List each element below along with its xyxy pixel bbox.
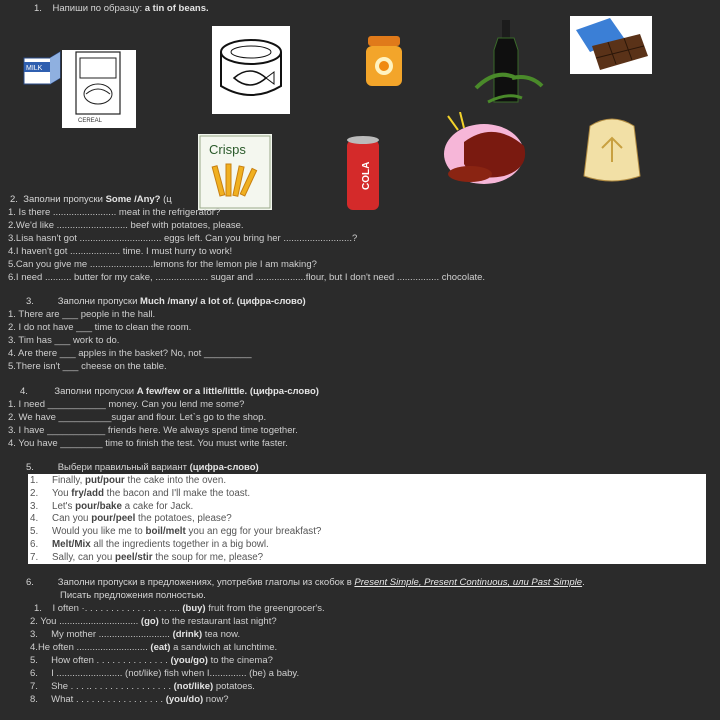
task6-line-text: I often ·. . . . . . . . . . . . . . . . .... [52, 603, 183, 614]
task4-line: 3. I have ___________ friends here. We always spend time together. [8, 425, 298, 436]
task6-line-text: She . . . .. . . . . . . . . . . . . . . . [51, 681, 174, 692]
task4-number: 4. [20, 386, 28, 397]
task2-line: 1. Is there ........................ meat in the refrigerator? [8, 207, 221, 218]
task6-title: Заполни пропуски в предложениях, употребив глаголы из скобок в [57, 577, 352, 588]
chocolate-bar-picture [570, 16, 652, 74]
task6-line-number: 2. [30, 616, 38, 627]
task6-line-text: potatoes. [213, 681, 255, 692]
task6-line-verb: (not/like) [173, 681, 214, 692]
task5-item-number: 5. [30, 526, 39, 538]
cereal-box-picture [62, 50, 136, 128]
task2-title-cut: (ц [163, 194, 172, 205]
task6-line [30, 694, 229, 706]
task5-item-text: the bacon and I'll make the toast. [103, 487, 251, 499]
task2-title-bold: Some /Any? [105, 194, 161, 205]
flour-sack-picture [580, 112, 644, 184]
task6-line-text: now? [203, 694, 229, 705]
task4-line: 2. We have __________sugar and flour. Let`s go to the shop. [8, 412, 267, 423]
task4-header [20, 386, 319, 398]
task5-item-number: 1. [30, 475, 39, 486]
task5-item-text: all the ingredients together in a big bowl. [90, 539, 269, 550]
task3-line: 3. Tim has ___ work to do. [8, 335, 120, 346]
task6-line-verb: (go) [140, 616, 159, 627]
task1-title: Напиши по образцу: [52, 3, 143, 14]
task6-line-verb: (eat) [150, 642, 171, 653]
task5-item-choice: put/pour [85, 475, 125, 486]
task6-line-number: 5. [30, 655, 38, 666]
crisps-label: Crisps [209, 142, 246, 157]
task5-number: 5. [26, 462, 34, 473]
task6-line-text: a sandwich at lunchtime. [170, 642, 278, 653]
task6-line [30, 642, 277, 654]
fish-tin-picture [212, 26, 290, 114]
task6-line-text: He often ........................... [37, 642, 151, 653]
task5-item-text: the soup for me, please? [152, 551, 264, 563]
task5-item [28, 488, 250, 501]
task5-item-number: 2. [30, 487, 39, 499]
task6-number: 6. [26, 577, 34, 588]
task6-line-verb: (you/go) [170, 655, 208, 666]
oil-bottle-picture [468, 18, 548, 114]
task5-item-number: 3. [30, 500, 39, 512]
task6-line-number: 3. [30, 629, 38, 640]
task5-item-text: the potatoes, please? [135, 513, 232, 525]
task2-line: 3.Lisa hasn't got ............................... eggs left. Can you bring her ..........................? [8, 233, 358, 244]
task6-line-verb: (buy) [182, 603, 206, 614]
task5-item-number: 4. [30, 513, 39, 525]
task5-item-text: You [52, 487, 72, 499]
task5-item-number: 7. [30, 551, 39, 563]
task3-line: 1. There are ___ people in the hall. [8, 309, 156, 320]
task5-item-choice: Melt/Mix [52, 539, 91, 550]
task5-item-text: you an egg for your breakfast? [185, 526, 322, 538]
task2-line: 2.We'd like ........................... beef with potatoes, please. [8, 220, 244, 231]
task6-line-text: My mother ........................... [51, 629, 173, 640]
task2-line: 5.Can you give me ........................lemons for the lemon pie I am making? [8, 259, 317, 270]
task5-title: Выбери правильный вариант [57, 462, 187, 473]
task5-item-choice: fry/add [71, 487, 104, 499]
task3-title-bold: Much /many/ a lot of. [140, 296, 234, 307]
milk-carton-picture [22, 48, 64, 86]
crisps-bag-picture [198, 134, 272, 210]
task1-example: a tin of beans. [144, 3, 209, 14]
task4-title: Заполни пропуски [54, 386, 135, 397]
cola-can-picture [344, 134, 382, 214]
task6-line [30, 629, 240, 641]
task6-line-text: tea now. [202, 629, 241, 640]
task6-line-text: What . . . . . . . . . . . . . . . . . [51, 694, 166, 705]
task6-line-text: to the cinema? [207, 655, 273, 666]
task6-line [30, 616, 277, 628]
task3-line: 4. Are there ___ apples in the basket? No, not _________ [8, 348, 252, 359]
cereal-label: CEREAL [78, 118, 103, 124]
task6-line-text: fruit from the greengrocer's. [205, 603, 325, 614]
task6-subheader: Писать предложения полностью. [60, 590, 206, 601]
task5-item [28, 475, 226, 488]
task5-item-choice: pour/peel [91, 513, 136, 525]
task6-header [26, 577, 585, 589]
task5-item-text: a cake for Jack. [121, 500, 194, 512]
task2-header [10, 194, 172, 206]
task5-item [28, 552, 263, 565]
task6-line [30, 655, 273, 667]
jam-jar-picture [362, 34, 406, 90]
task2-line: 4.I haven't got ................... time. I must hurry to work! [8, 246, 233, 257]
task3-number: 3. [26, 296, 34, 307]
task2-line: 6.I need .......... butter for my cake, .................... sugar and ...................flour, but I don't need ................ chocolate. [8, 272, 486, 283]
task6-line-verb: (you/do) [165, 694, 204, 705]
cola-label: COLA [361, 161, 372, 190]
meat-picture [440, 112, 536, 192]
task3-header [26, 296, 306, 308]
task4-title-tail: (цифра-слово) [249, 386, 319, 397]
task6-line [30, 681, 255, 693]
task6-line-number: 4. [30, 642, 38, 653]
task3-title-tail: (цифра-слово) [236, 296, 306, 307]
task6-line-text: to the restaurant last night? [158, 616, 277, 627]
task6-line [34, 603, 325, 615]
task4-title-bold: A few/few or a little/little. [136, 386, 248, 397]
task2-number: 2. [10, 194, 18, 205]
task6-title-end: . [582, 577, 585, 588]
task6-line-number: 6. [30, 668, 38, 679]
task5-item-choice: pour/bake [75, 500, 122, 512]
task5-item [28, 539, 269, 552]
task6-line [30, 668, 299, 680]
task5-item-text: Would you like me to [52, 526, 146, 538]
task6-line-text: How often . . . . . . . . . . . . . . [51, 655, 171, 666]
task5-item [28, 513, 232, 526]
task2-title: Заполни пропуски [23, 194, 103, 205]
task5-item-text: Sally, can you [52, 551, 115, 563]
task5-item-choice: peel/stir [115, 551, 153, 563]
task5-item-choice: boil/melt [145, 526, 186, 538]
task6-line-number: 8. [30, 694, 38, 705]
task5-item-text: the cake into the oven. [124, 475, 227, 486]
task5-item-text: Finally, [52, 475, 86, 486]
task6-line-number: 1. [34, 603, 42, 614]
task5-item-text: Can you [52, 513, 92, 525]
task6-line-verb: (drink) [172, 629, 203, 640]
task6-line-text: You .............................. [40, 616, 141, 627]
task6-line-number: 7. [30, 681, 38, 692]
task5-item-text: Let's [52, 500, 76, 512]
task5-title-tail: (цифра-слово) [189, 462, 259, 473]
task4-line: 4. You have ________ time to finish the test. You must write faster. [8, 438, 288, 449]
task5-item-number: 6. [30, 539, 39, 550]
task5-item [28, 526, 321, 539]
task5-item [28, 501, 193, 514]
task6-tenses: Present Simple, Present Continuous, или Past Simple [354, 577, 583, 588]
task4-line: 1. I need ___________ money. Can you lend me some? [8, 399, 245, 410]
task5-options-box [28, 474, 706, 564]
task3-line: 2. I do not have ___ time to clean the room. [8, 322, 192, 333]
task3-title: Заполни пропуски [57, 296, 138, 307]
task6-line-text: I ......................... (not/like) fish when I.............. (be) a baby. [51, 668, 300, 679]
task5-header [26, 462, 259, 474]
milk-label: MILK [26, 65, 43, 72]
task1-number: 1. [34, 3, 42, 14]
task1-header [34, 3, 209, 15]
task3-line: 5.There isn't ___ cheese on the table. [8, 361, 167, 372]
